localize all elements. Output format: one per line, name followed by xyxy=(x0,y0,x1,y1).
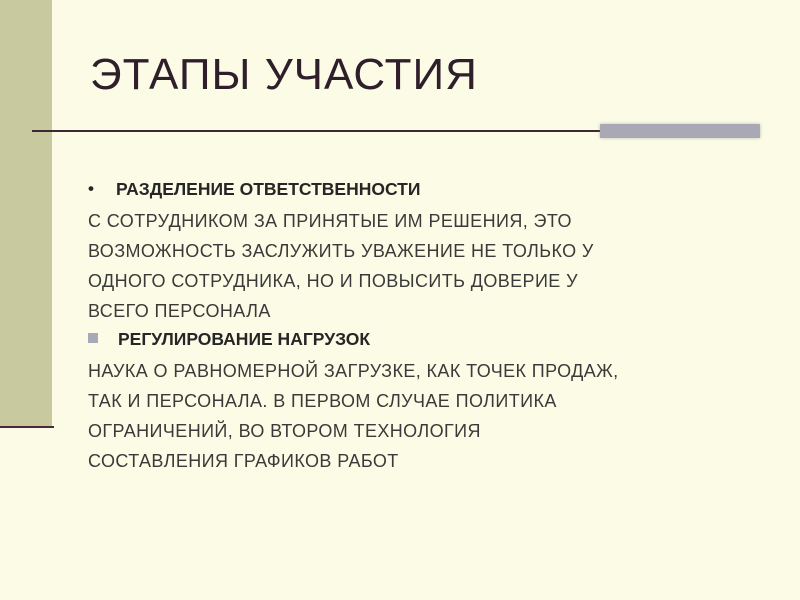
section-2-heading: РЕГУЛИРОВАНИЕ НАГРУЗОК xyxy=(118,329,371,349)
slide-body xyxy=(88,176,748,476)
section-1-line: ОДНОГО СОТРУДНИКА, НО И ПОВЫСИТЬ ДОВЕРИЕ У xyxy=(88,271,578,291)
section-2-line: ОГРАНИЧЕНИЙ, ВО ВТОРОМ ТЕХНОЛОГИЯ xyxy=(88,421,481,441)
square-bullet-icon xyxy=(88,333,98,343)
left-bar-divider xyxy=(0,426,54,428)
section-1-line: ВОЗМОЖНОСТЬ ЗАСЛУЖИТЬ УВАЖЕНИЕ НЕ ТОЛЬКО У xyxy=(88,241,594,261)
left-decorative-bar xyxy=(0,0,52,428)
section-2-line: СОСТАВЛЕНИЯ ГРАФИКОВ РАБОТ xyxy=(88,451,399,471)
title-divider-accent xyxy=(600,124,760,138)
section-1-line: ВСЕГО ПЕРСОНАЛА xyxy=(88,301,271,321)
section-2-heading-row xyxy=(88,326,748,352)
section-1-line: С СОТРУДНИКОМ ЗА ПРИНЯТЫЕ ИМ РЕШЕНИЯ, ЭТО xyxy=(88,211,572,231)
bullet-dot-icon: • xyxy=(88,179,94,198)
section-2-line: НАУКА О РАВНОМЕРНОЙ ЗАГРУЗКЕ, КАК ТОЧЕК ПРОДАЖ, xyxy=(88,361,619,381)
section-2-line: ТАК И ПЕРСОНАЛА. В ПЕРВОМ СЛУЧАЕ ПОЛИТИКА xyxy=(88,391,557,411)
slide-title: ЭТАПЫ УЧАСТИЯ xyxy=(90,50,478,99)
section-1-heading: РАЗДЕЛЕНИЕ ОТВЕТСТВЕННОСТИ xyxy=(116,179,421,199)
section-1-heading-row xyxy=(88,176,776,202)
